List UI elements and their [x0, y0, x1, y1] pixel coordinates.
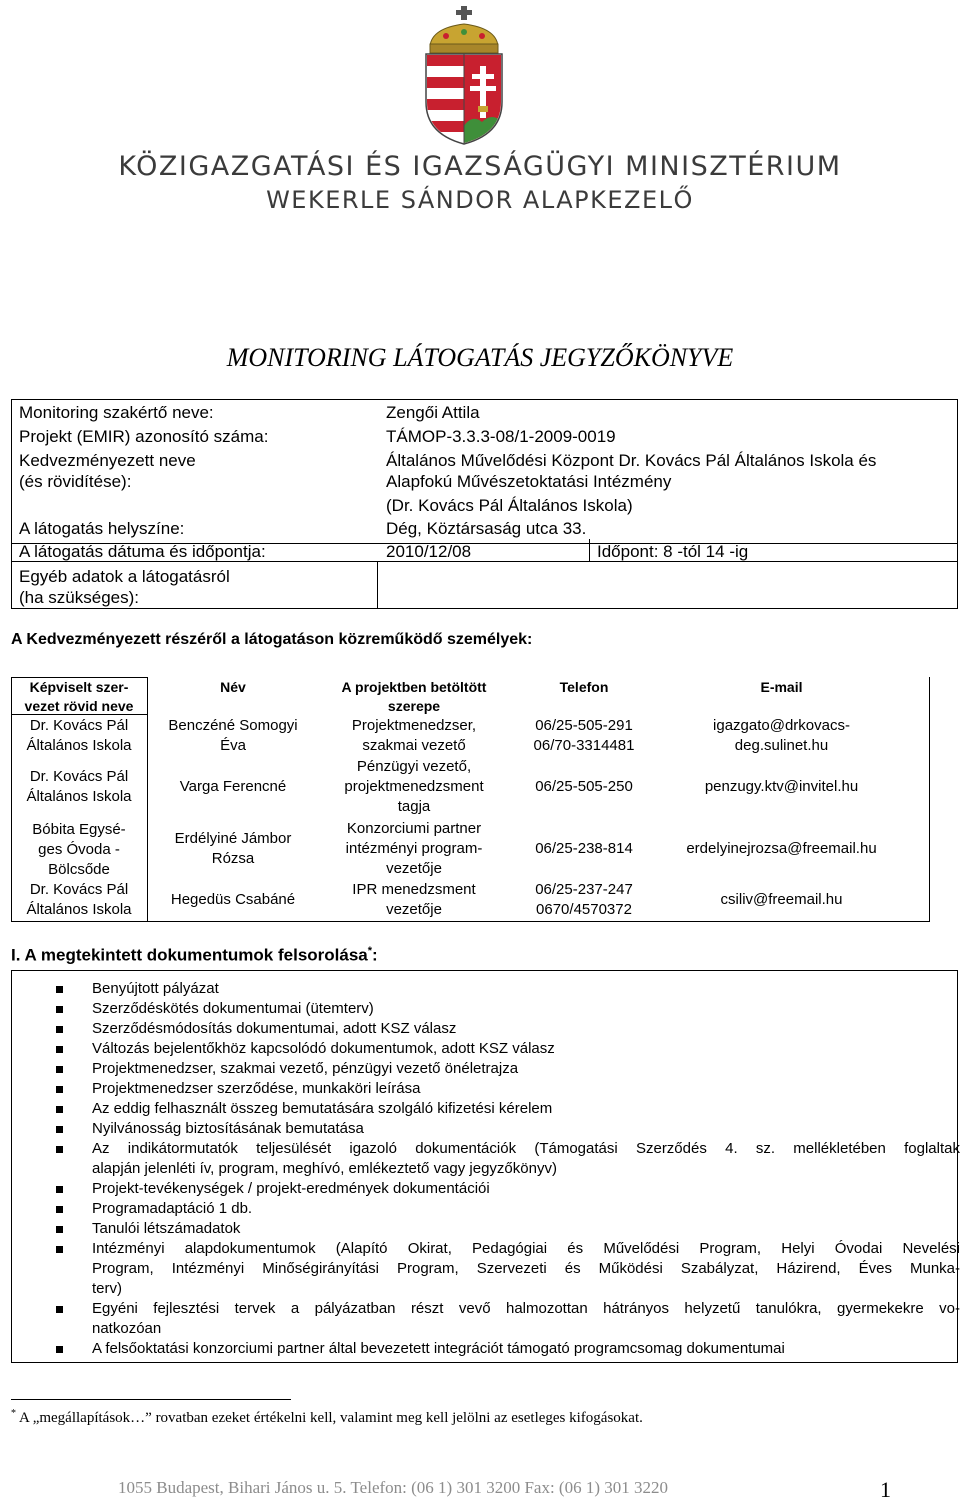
persons-table [11, 677, 930, 921]
footnote-separator [11, 1399, 291, 1400]
visit-info-table [11, 399, 958, 608]
beneficiary-label: Kedvezményezett neve [19, 451, 196, 470]
row-org: Dr. Kovács Pál Általános Iskola [26, 768, 132, 805]
list-item: Szerződésmódosítás dokumentumai, adott KSZ válasz [92, 1020, 457, 1037]
location-label: A látogatás helyszíne: [19, 519, 185, 538]
ministry-subunit-name: WEKERLE SÁNDOR ALAPKEZELŐ [266, 186, 694, 214]
other-data-label: Egyéb adatok a látogatásról [19, 567, 230, 586]
row-org: Dr. Kovács Pál Általános Iskola [26, 881, 132, 918]
expert-label: Monitoring szakértő neve: [19, 403, 214, 422]
list-item: Egyéni fejlesztési tervek a pályázatban részt vevő halmozottan hátrányos helyzetű tanulókra, gyermekekre vo- natkozóan [92, 1300, 960, 1337]
beneficiary-short-name: (Dr. Kovács Pál Általános Iskola) [386, 496, 633, 515]
row-email[interactable]: erdelyinejrozsa@freemail.hu [686, 840, 877, 857]
list-item: Benyújtott pályázat [92, 980, 219, 997]
ministry-name: KÖZIGAZGATÁSI ÉS IGAZSÁGÜGYI MINISZTÉRIUM [118, 151, 842, 182]
beneficiary-value-2: Alapfokú Művészetoktatási Intézmény [386, 472, 672, 491]
row-name: Varga Ferencné [179, 778, 287, 795]
list-item: Az eddig felhasznált összeg bemutatására szolgáló kifizetési kérelem [92, 1100, 553, 1117]
row-org: Dr. Kovács Pál Általános Iskola [26, 717, 132, 754]
beneficiary-value: Általános Művelődési Központ Dr. Kovács Pál Általános Iskola és [386, 451, 877, 470]
col-header-email: E-mail [760, 679, 803, 695]
list-item: Tanulói létszámadatok [92, 1220, 241, 1237]
list-item: Nyilvánosság biztosításának bemutatása [92, 1120, 364, 1137]
row-email[interactable]: csiliv@freemail.hu [720, 891, 843, 908]
list-item: Programadaptáció 1 db. [92, 1200, 253, 1217]
list-item: Projektmenedzser szerződése, munkaköri leírása [92, 1080, 421, 1097]
col-header-name: Név [220, 679, 246, 695]
beneficiary-label-2: (és rövidítése): [19, 472, 132, 491]
footnote: * A „megállapítások…” rovatban ezeket értékelni kell, valamint meg kell jelölni az esetleges kifogásokat. [11, 1408, 643, 1426]
persons-heading: A Kedvezményezett részéről a látogatáson közreműködő személyek: [11, 631, 533, 648]
row-phone: 06/25-505-291 06/70-3314481 [533, 717, 635, 754]
list-item: Szerződéskötés dokumentumai (ütemterv) [92, 1000, 374, 1017]
row-org: Bóbita Egysé- ges Óvoda - Bölcsőde [32, 821, 126, 878]
other-data-label-2: (ha szükséges): [19, 588, 139, 607]
documents-heading: I. A megtekintett dokumentumok felsorolása*: [11, 945, 378, 965]
row-email[interactable]: penzugy.ktv@invitel.hu [704, 778, 859, 795]
row-name: Benczéné Somogyi Éva [168, 717, 298, 754]
page-number: 1 [880, 1477, 891, 1502]
list-item: Projekt-tevékenységek / projekt-eredmények dokumentációi [92, 1180, 490, 1197]
col-header-org: Képviselt szer- vezet rövid neve [24, 679, 134, 714]
project-id-label: Projekt (EMIR) azonosító száma: [19, 427, 269, 446]
list-item: Változás bejelentőkhöz kapcsolódó dokumentumok, adott KSZ válasz [92, 1040, 555, 1057]
row-role: Konzorciumi partner intézményi program- vezetője [345, 820, 483, 877]
row-name: Hegedüs Csabáné [170, 891, 296, 908]
col-header-role: A projektben betöltött szerepe [341, 679, 487, 714]
coat-of-arms-logo [422, 6, 506, 146]
row-phone: 06/25-238-814 [535, 840, 633, 857]
row-phone: 06/25-237-247 0670/4570372 [535, 881, 633, 918]
documents-list [11, 970, 958, 1363]
time-value: Időpont: 8 -tól 14 -ig [597, 542, 749, 561]
row-role: IPR menedzsment vezetője [352, 881, 476, 918]
list-item: Intézményi alapdokumentumok (Alapító Okirat, Pedagógiai és Művelődési Program, Helyi Óvodai Nevelési Program, Intézményi Minőségirányítási Program, Szervezeti és Működési Szabályzat, Házirend, Éves Munka- terv) [92, 1240, 960, 1297]
list-item: Az indikátormutatók teljesülését igazoló dokumentációk (Támogatási Szerződés 4. sz. mellékletében foglaltak alapján jelenléti ív, program, meghívó, emlékeztető vagy jegyzőkönyv) [92, 1140, 960, 1177]
list-item: Projektmenedzser, szakmai vezető, pénzügyi vezető önéletrajza [92, 1060, 519, 1077]
expert-value: Zengői Attila [386, 403, 480, 422]
row-name: Erdélyiné Jámbor Rózsa [174, 830, 292, 867]
list-item: A felsőoktatási konzorciumi partner által bevezetett integrációt támogató programcsomag dokumentumai [92, 1340, 785, 1357]
date-label: A látogatás dátuma és időpontja: [19, 542, 266, 561]
row-phone: 06/25-505-250 [535, 778, 633, 795]
location-value: Dég, Köztársaság utca 33. [386, 519, 587, 538]
project-id-value: TÁMOP-3.3.3-08/1-2009-0019 [386, 427, 616, 446]
row-role: Projektmenedzser, szakmai vezető [351, 717, 477, 754]
row-role: Pénzügyi vezető, projektmenedzsment tagja [344, 758, 484, 815]
row-email[interactable]: igazgato@drkovacs- deg.sulinet.hu [713, 717, 850, 754]
document-title: MONITORING LÁTOGATÁS JEGYZŐKÖNYVE [226, 343, 734, 372]
footer-address: 1055 Budapest, Bihari János u. 5. Telefon: (06 1) 301 3200 Fax: (06 1) 301 3220 [118, 1478, 668, 1497]
col-header-phone: Telefon [559, 679, 609, 695]
date-value: 2010/12/08 [386, 542, 472, 561]
